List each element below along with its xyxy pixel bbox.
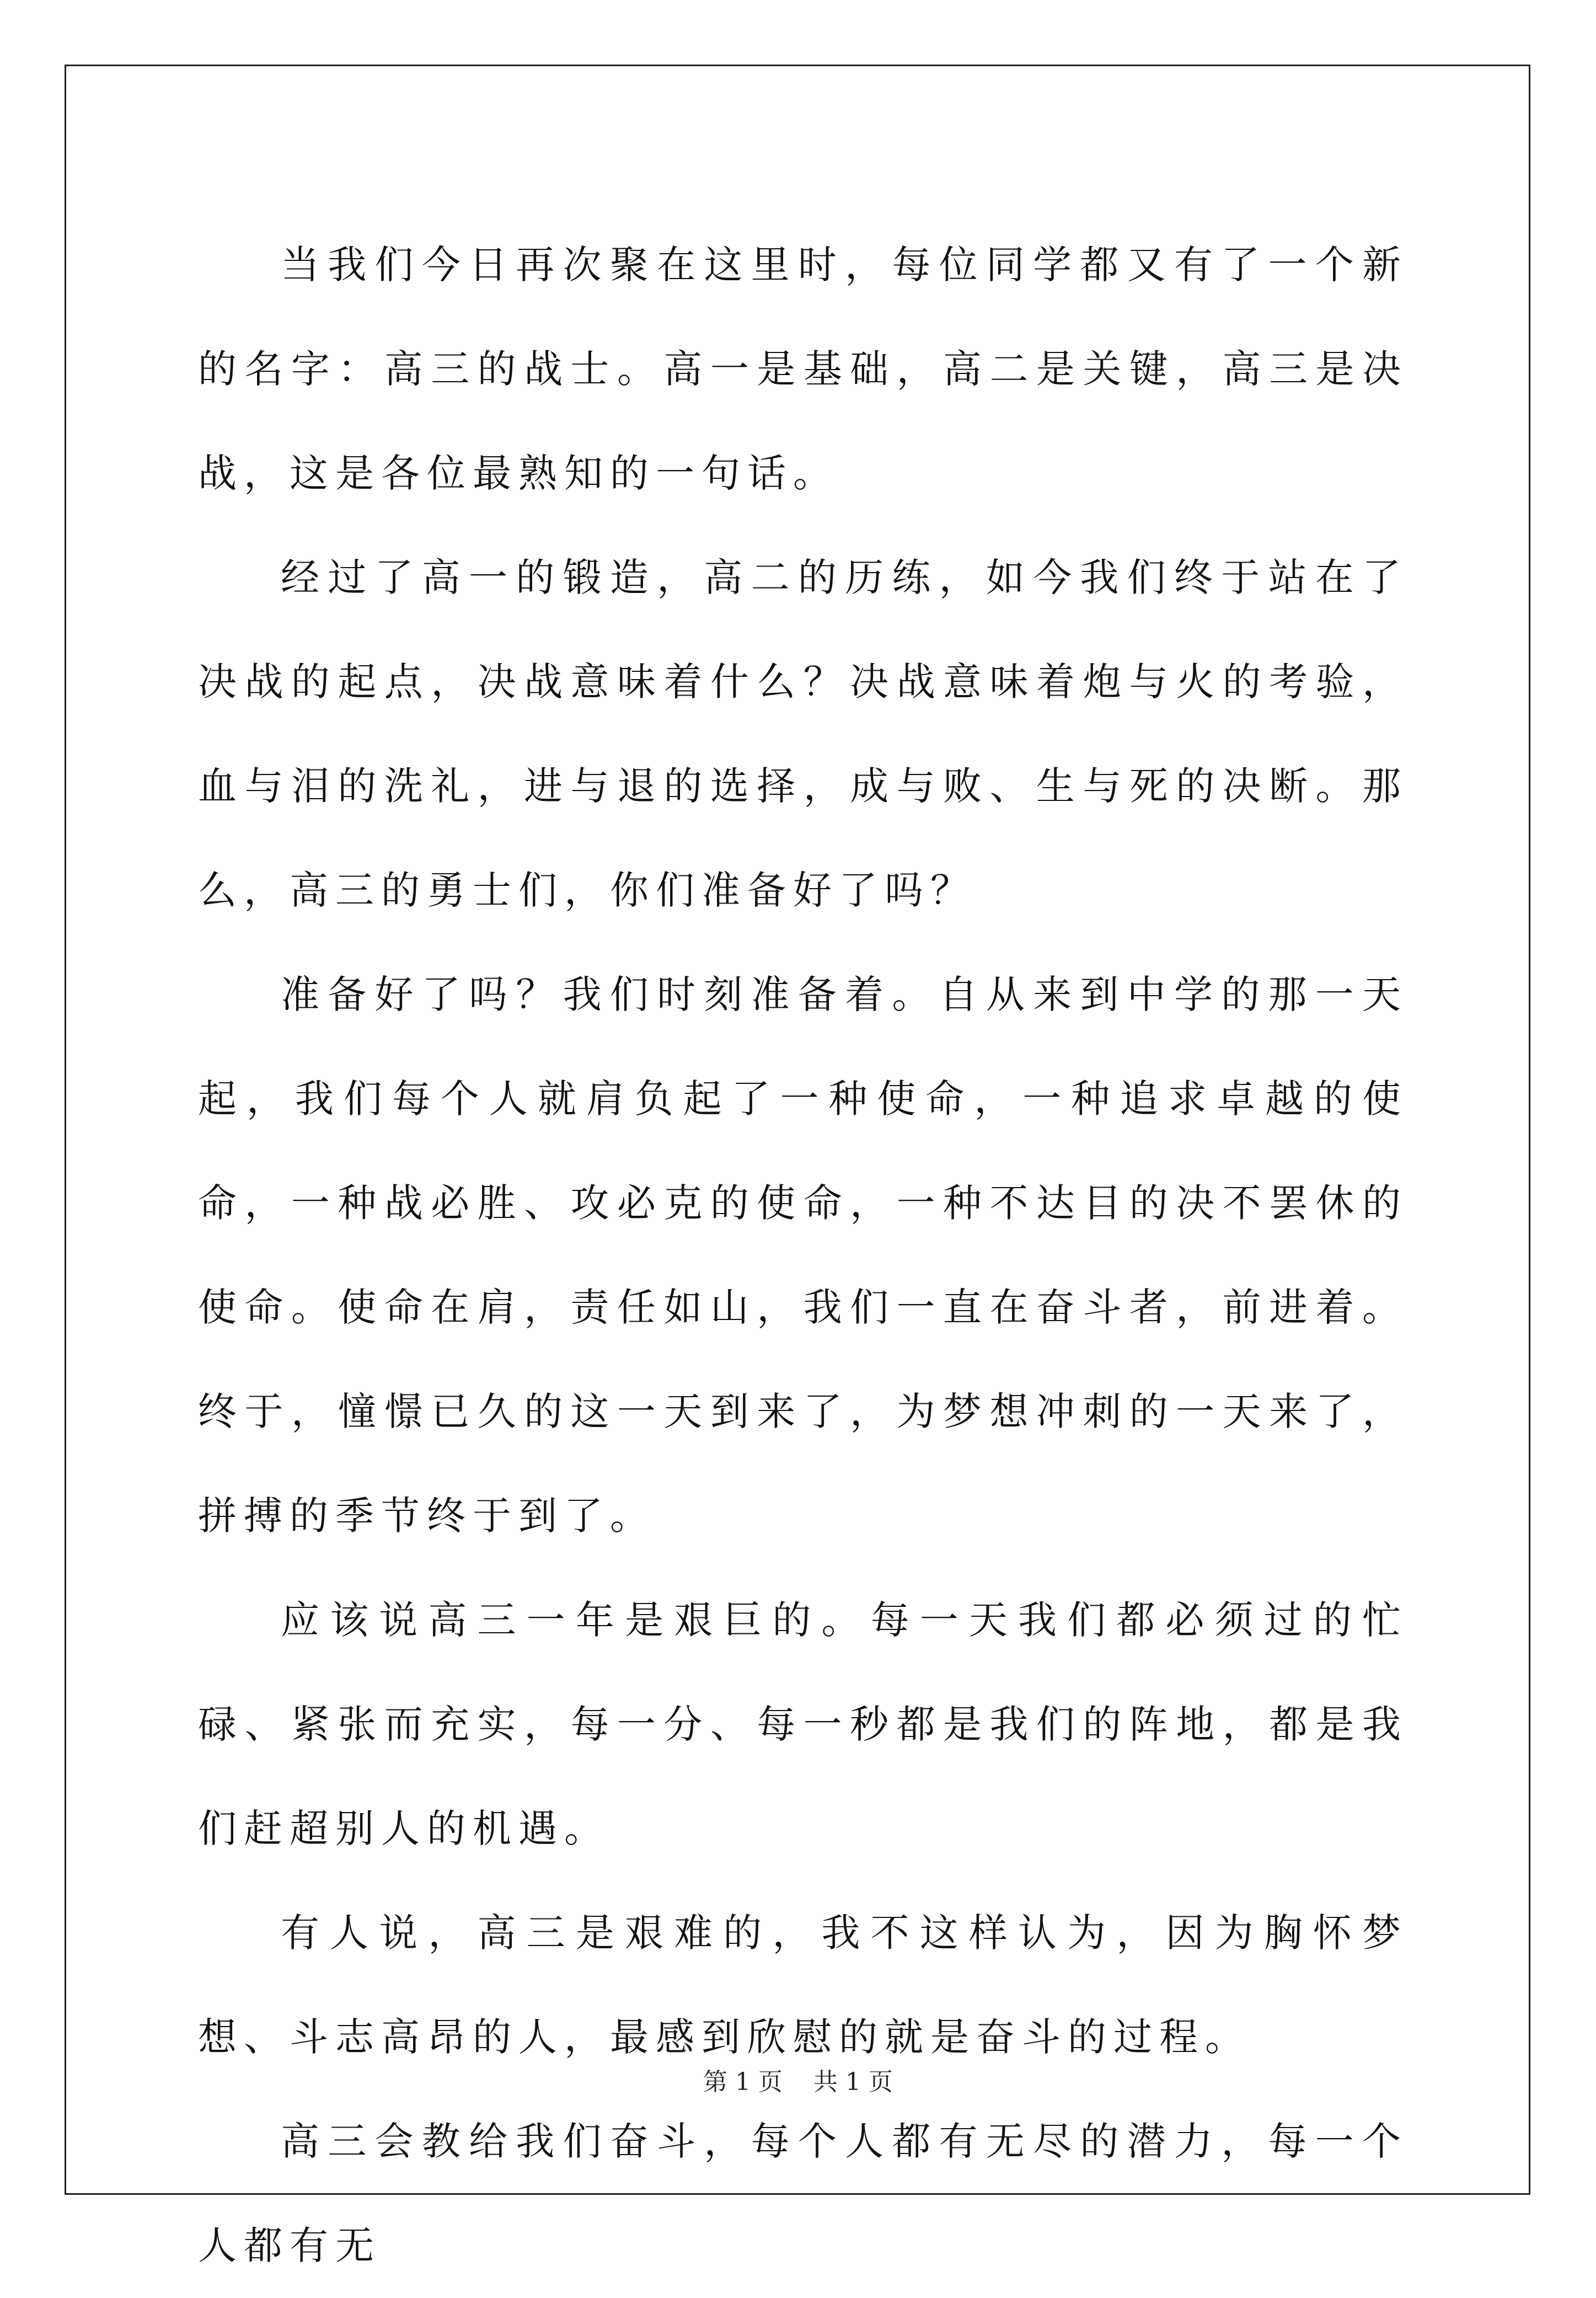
paragraph-5: 有人说，高三是艰难的，我不这样认为，因为胸怀梦想、斗志高昂的人，最感到欣慰的就是奋斗的过程。 [198, 1910, 1408, 2060]
paragraph-2: 经过了高一的锻造，高二的历练，如今我们终于站在了决战的起点，决战意味着什么？决战意味着炮与火的考验，血与泪的洗礼，进与退的选择，成与败、生与死的决断。那么，高三的勇士们，你们准备好了吗？ [198, 555, 1408, 913]
paragraph-1: 当我们今日再次聚在这里时，每位同学都又有了一个新的名字：高三的战士。高一是基础，高二是关键，高三是决战，这是各位最熟知的一句话。 [198, 242, 1408, 496]
paragraph-3: 准备好了吗？我们时刻准备着。自从来到中学的那一天起，我们每个人就肩负起了一种使命，一种追求卓越的使命，一种战必胜、攻必克的使命，一种不达目的决不罢休的使命。使命在肩，责任如山，我们一直在奋斗者，前进着。终于，憧憬已久的这一天到来了，为梦想冲刺的一天来了，拼搏的季节终于到了。 [198, 972, 1408, 1538]
paragraph-6: 高三会教给我们奋斗，每个人都有无尽的潜力，每一个人都有无 [198, 2119, 1408, 2268]
document-body [198, 213, 1408, 2298]
paragraph-4: 应该说高三一年是艰巨的。每一天我们都必须过的忙碌、紧张而充实，每一分、每一秒都是我们的阵地，都是我们赶超别人的机遇。 [198, 1597, 1408, 1851]
page-number-footer: 第 1 页 共 1 页 [703, 2068, 893, 2096]
